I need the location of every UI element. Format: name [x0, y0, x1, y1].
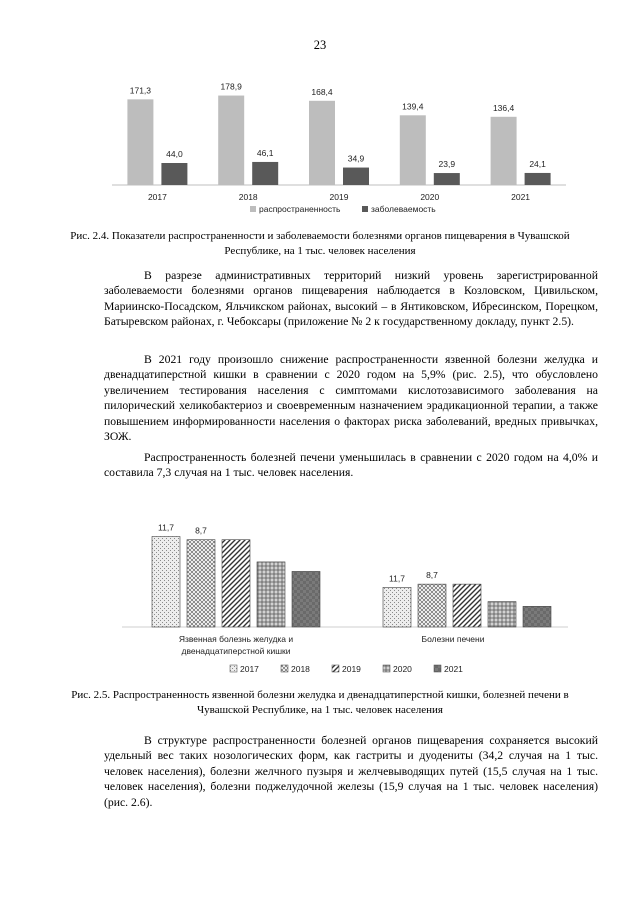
- chart-ulcer-liver-prevalence: [0, 500, 640, 680]
- legend-swatch-2017: [230, 665, 237, 672]
- data-label-incidence-2019: 34,9: [347, 153, 365, 164]
- x-category-ulcer: [179, 634, 294, 656]
- x-tick-2018: 2018: [238, 192, 258, 202]
- x-category-ulcer-line1: Язвенная болезнь желудка и: [178, 634, 294, 644]
- x-tick-2017: 2017: [147, 192, 167, 202]
- x-category-liver: Болезни печени: [421, 634, 485, 644]
- bar-incidence-2019: [343, 168, 369, 185]
- data-label-2018-group-1: 8,7: [426, 570, 438, 581]
- data-label-prevalence-2020: 139,4: [402, 101, 424, 112]
- paragraph-structure: В структуре распространенности болезней органов пищеварения сохраняется высокий удельный вес таких нозологических форм, как гастриты и дуодениты (34,2 случая на 1 тыс. человек населения), болезни желчного пузыря и желчевыводящих путей (15,5 случая на 1 тыс. человек населения), болезни поджелудочной железы (15,9 случая на 1 тыс. человек населения) (рис. 2.6).: [104, 734, 598, 809]
- bar-2019-group-0: [222, 540, 250, 627]
- data-label-2018-group-0: 8,7: [195, 525, 207, 536]
- data-label-2017-group-0: 11,7: [158, 522, 174, 533]
- legend-swatch-2021: [434, 665, 441, 672]
- data-label-prevalence-2021: 136,4: [492, 102, 515, 113]
- data-label-incidence-2021: 24,1: [529, 158, 546, 169]
- bar-prevalence-2019: [309, 101, 335, 185]
- data-label-incidence-2020: 23,9: [438, 159, 456, 170]
- paragraph-territories: В разрезе административных территорий низкий уровень зарегистрированной заболеваемости болезнями органов пищеварения наблюдается в Козловском, Цивильском, Мариинско-Посадском, Яльчикском районах, высокий – в Янтиковском, Ибресинском, Порецком, Батыревском районах, г. Чебоксары (приложение № 2 к государственному докладу, пункт 2.5).: [104, 269, 598, 329]
- bar-incidence-2021: [525, 173, 551, 185]
- bar-prevalence-2017: [127, 99, 153, 185]
- bar-2017-group-0: [152, 537, 180, 627]
- paragraph-liver-decrease: Распространенность болезней печени уменьшилась в сравнении с 2020 годом на 4,0% и составила 7,3 случая на 1 тыс. человек населения.: [104, 451, 598, 480]
- bar-2021-group-1: [523, 606, 551, 627]
- paragraph-ulcer-decrease: В 2021 году произошло снижение распространенности язвенной болезни желудка и двенадцатиперстной кишки в сравнении с 2020 годом на 5,9% (рис. 2.5), что обусловлено увеличением тестирования населения с симптомами кислотозависимого заболевания на пилорический хеликобактериоз и своевременным назначением эрадикационной терапии, а также повышением информированности населения о факторах риска заболеваний, вредных привычках, ЗОЖ.: [104, 353, 598, 444]
- bar-2019-group-1: [453, 584, 481, 627]
- data-label-2017-group-1: 11,7: [389, 573, 405, 584]
- page-number: 23: [313, 38, 327, 52]
- legend-swatch-2020: [383, 665, 390, 672]
- bar-2018-group-1: [418, 584, 446, 627]
- bar-prevalence-2020: [400, 115, 426, 185]
- bar-2020-group-1: [488, 602, 516, 627]
- x-tick-2021: 2021: [511, 192, 531, 202]
- legend-label-2020: 2020: [393, 664, 412, 674]
- data-label-prevalence-2019: 168,4: [311, 86, 333, 97]
- legend-label-2017: 2017: [240, 664, 259, 674]
- bar-incidence-2017: [161, 163, 187, 185]
- data-label-prevalence-2017: 171,3: [129, 85, 152, 96]
- bar-2018-group-0: [187, 540, 215, 627]
- legend-label-2021: 2021: [444, 664, 463, 674]
- legend-label-2018: 2018: [291, 664, 310, 674]
- bar-2021-group-0: [292, 571, 320, 627]
- legend-label-1: заболеваемость: [371, 204, 436, 214]
- figure-2-5-caption: Рис. 2.5. Распространенность язвенной болезни желудка и двенадцатиперстной кишки, болезней печени в Чувашской Республике, на 1 тыс. человек населения: [71, 689, 569, 716]
- legend-swatch-0: [250, 206, 256, 212]
- legend-label-0: распространенность: [259, 204, 341, 214]
- x-tick-2020: 2020: [420, 192, 440, 202]
- data-label-prevalence-2018: 178,9: [220, 81, 242, 92]
- bar-2020-group-0: [257, 562, 285, 627]
- data-label-incidence-2018: 46,1: [256, 147, 274, 158]
- bar-prevalence-2018: [218, 96, 244, 185]
- bar-prevalence-2021: [491, 117, 517, 185]
- bar-incidence-2018: [252, 162, 278, 185]
- legend-swatch-2018: [281, 665, 288, 672]
- legend-label-2019: 2019: [342, 664, 361, 674]
- x-category-ulcer-line2: двенадцатиперстной кишки: [181, 646, 291, 656]
- data-label-incidence-2017: 44,0: [166, 149, 183, 159]
- legend-swatch-1: [362, 206, 368, 212]
- legend-swatch-2019: [332, 665, 339, 672]
- x-tick-2019: 2019: [329, 192, 349, 202]
- bar-incidence-2020: [434, 173, 460, 185]
- bar-2017-group-1: [383, 587, 411, 627]
- figure-2-4-caption: Рис. 2.4. Показатели распространенности и заболеваемости болезнями органов пищеварения в Чувашской Республике, на 1 тыс. человек населения: [70, 230, 570, 257]
